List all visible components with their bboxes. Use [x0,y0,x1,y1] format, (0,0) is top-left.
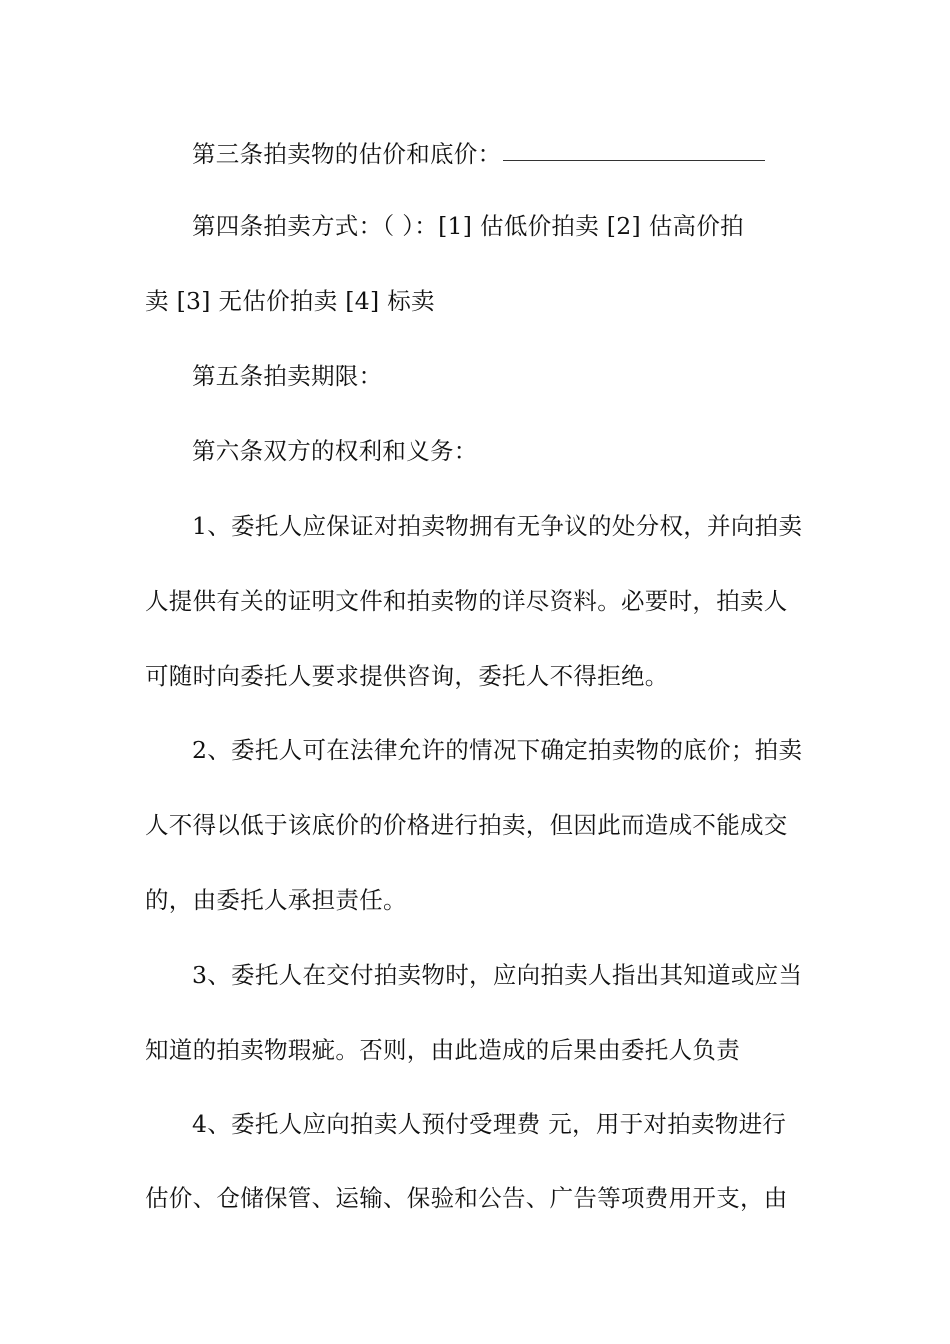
article-4-auction-method-cont: 卖 [3] 无估价拍卖 [4] 标卖 [145,287,435,315]
clause-2-line-1: 2、委托人可在法律允许的情况下确定拍卖物的底价；拍卖 [192,736,803,764]
clause-2-line-2: 人不得以低于该底价的价格进行拍卖，但因此而造成不能成交 [145,811,788,839]
clause-1-line-3: 可随时向委托人要求提供咨询，委托人不得拒绝。 [145,662,669,690]
clause-1-line-1: 1、委托人应保证对拍卖物拥有无争议的处分权，并向拍卖 [192,512,803,540]
clause-1-line-2: 人提供有关的证明文件和拍卖物的详尽资料。必要时，拍卖人 [145,587,788,615]
clause-2-line-3: 的，由委托人承担责任。 [145,886,407,914]
clause-3-line-1: 3、委托人在交付拍卖物时，应向拍卖人指出其知道或应当 [192,961,803,989]
article-5-auction-period: 第五条拍卖期限： [192,362,383,390]
clause-4-line-2: 估价、仓储保管、运输、保验和公告、广告等项费用开支，由 [145,1184,788,1212]
article-4-auction-method: 第四条拍卖方式：（ ）：[1] 估低价拍卖 [2] 估高价拍 [192,212,744,240]
clause-3-line-2: 知道的拍卖物瑕疵。否则，由此造成的后果由委托人负责 [145,1036,740,1064]
article-6-rights-obligations: 第六条双方的权利和义务： [192,437,478,465]
fill-in-blank-line [503,160,765,161]
article-3-estimate-reserve-price: 第三条拍卖物的估价和底价： [192,140,502,168]
clause-4-line-1: 4、委托人应向拍卖人预付受理费 元，用于对拍卖物进行 [192,1110,787,1138]
